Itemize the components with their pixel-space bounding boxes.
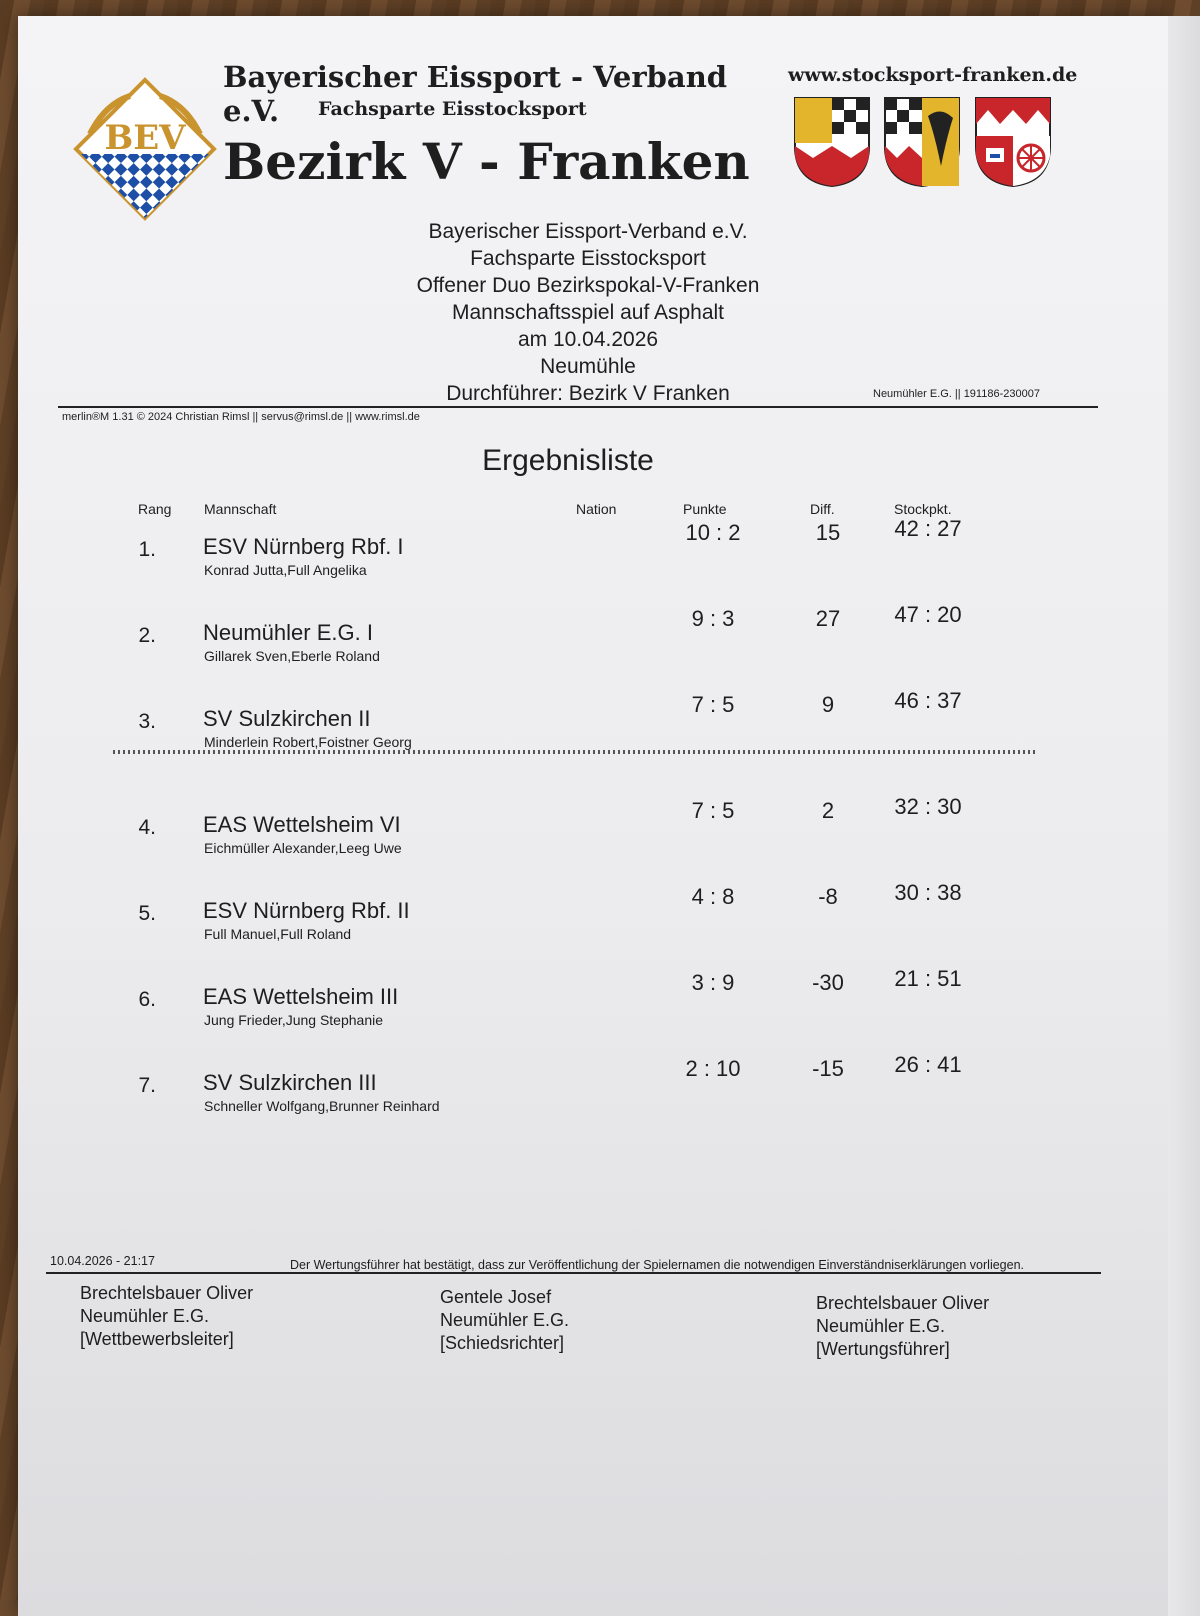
division-title: Fachsparte Eisstocksport bbox=[318, 98, 587, 120]
rank-cell: 4. bbox=[138, 816, 156, 839]
col-diff: Diff. bbox=[810, 501, 835, 517]
consent-note: Der Wertungsführer hat bestätigt, dass zur Veröffentlichung der Spielernamen die notwendigen Einverständniserklärungen vorliegen. bbox=[290, 1258, 1025, 1272]
points-cell: 4 : 8 bbox=[691, 884, 735, 909]
diff-cell: 9 bbox=[821, 692, 835, 717]
event-line-6: Neumühle bbox=[540, 355, 636, 378]
print-timestamp: 10.04.2026 - 21:17 bbox=[50, 1254, 155, 1268]
signature-name: Gentele Josef bbox=[440, 1287, 552, 1307]
team-players: Jung Frieder,Jung Stephanie bbox=[204, 1012, 384, 1028]
points-cell: 2 : 10 bbox=[685, 1056, 741, 1081]
team-name: SV Sulzkirchen III bbox=[203, 1070, 377, 1095]
team-name: EAS Wettelsheim III bbox=[203, 984, 399, 1009]
district-title: Bezirk V - Franken bbox=[223, 132, 750, 191]
team-name: Neumühler E.G. I bbox=[203, 620, 373, 645]
diff-cell: -8 bbox=[818, 884, 838, 909]
header-rule bbox=[58, 406, 1098, 408]
col-team: Mannschaft bbox=[204, 501, 277, 517]
team-players: Full Manuel,Full Roland bbox=[204, 926, 352, 942]
points-cell: 10 : 2 bbox=[685, 520, 741, 545]
org-title: Bayerischer Eissport - Verband e.V. bbox=[223, 60, 728, 128]
event-line-2: Fachsparte Eisstocksport bbox=[470, 247, 706, 270]
results-sheet bbox=[18, 16, 1168, 1616]
footer-rule bbox=[46, 1272, 1101, 1274]
team-players: Konrad Jutta,Full Angelika bbox=[204, 562, 367, 578]
signature-role: [Wettbewerbsleiter] bbox=[80, 1329, 234, 1349]
stock-cell: 47 : 20 bbox=[894, 602, 962, 627]
team-name: EAS Wettelsheim VI bbox=[203, 812, 401, 837]
signature-name: Brechtelsbauer Oliver bbox=[816, 1293, 990, 1313]
points-cell: 3 : 9 bbox=[691, 970, 735, 995]
stock-cell: 46 : 37 bbox=[894, 688, 962, 713]
rank-cell: 1. bbox=[138, 538, 156, 561]
signature-block-2 bbox=[440, 1286, 569, 1355]
team-players: Minderlein Robert,Foistner Georg bbox=[204, 734, 412, 750]
col-stock: Stockpkt. bbox=[894, 501, 952, 517]
signature-role: [Wertungsführer] bbox=[816, 1339, 950, 1359]
diff-cell: 15 bbox=[815, 520, 841, 545]
col-rank: Rang bbox=[138, 501, 172, 517]
results-title: Ergebnisliste bbox=[482, 444, 654, 477]
team-name: ESV Nürnberg Rbf. II bbox=[203, 898, 410, 923]
col-nation: Nation bbox=[576, 501, 617, 517]
rank-cell: 3. bbox=[138, 710, 156, 733]
signature-role: [Schiedsrichter] bbox=[440, 1333, 565, 1353]
signature-club: Neumühler E.G. bbox=[440, 1310, 570, 1330]
points-cell: 9 : 3 bbox=[691, 606, 735, 631]
stock-cell: 42 : 27 bbox=[894, 516, 962, 541]
signature-club: Neumühler E.G. bbox=[80, 1306, 210, 1326]
diff-cell: 27 bbox=[815, 606, 841, 631]
signature-block-1 bbox=[80, 1282, 253, 1351]
club-id: Neumühler E.G. || 191186-230007 bbox=[873, 388, 1040, 400]
stock-cell: 30 : 38 bbox=[894, 880, 962, 905]
signature-name: Brechtelsbauer Oliver bbox=[80, 1283, 254, 1303]
team-players: Schneller Wolfgang,Brunner Reinhard bbox=[204, 1098, 440, 1114]
event-line-3: Offener Duo Bezirkspokal-V-Franken bbox=[416, 274, 760, 297]
signature-club: Neumühler E.G. bbox=[816, 1316, 946, 1336]
points-cell: 7 : 5 bbox=[691, 692, 735, 717]
stock-cell: 32 : 30 bbox=[894, 794, 962, 819]
qualification-divider bbox=[113, 750, 1038, 754]
website-link[interactable]: www.stocksport-franken.de bbox=[788, 64, 1078, 86]
rank-cell: 5. bbox=[138, 902, 156, 925]
points-cell: 7 : 5 bbox=[691, 798, 735, 823]
event-line-1: Bayerischer Eissport-Verband e.V. bbox=[428, 220, 748, 243]
diff-cell: -30 bbox=[812, 970, 844, 995]
team-name: ESV Nürnberg Rbf. I bbox=[203, 534, 404, 559]
crest-unterfranken-icon bbox=[974, 96, 1052, 188]
stock-cell: 21 : 51 bbox=[894, 966, 962, 991]
team-name: SV Sulzkirchen II bbox=[203, 706, 371, 731]
crest-mittelfranken-icon bbox=[883, 96, 961, 188]
signature-block-3 bbox=[816, 1292, 989, 1361]
rank-cell: 2. bbox=[138, 624, 156, 647]
paper-edge bbox=[1168, 16, 1200, 1616]
event-line-7: Durchführer: Bezirk V Franken bbox=[446, 382, 730, 405]
event-line-5: am 10.04.2026 bbox=[517, 328, 659, 351]
event-line-4: Mannschaftsspiel auf Asphalt bbox=[452, 301, 724, 324]
logo-text: BEV bbox=[104, 118, 186, 158]
crest-oberfranken-icon bbox=[793, 96, 871, 188]
diff-cell: 2 bbox=[821, 798, 835, 823]
col-points: Punkte bbox=[683, 501, 727, 517]
team-players: Eichmüller Alexander,Leeg Uwe bbox=[204, 840, 402, 856]
diff-cell: -15 bbox=[812, 1056, 844, 1081]
bev-logo-icon bbox=[70, 74, 220, 224]
team-players: Gillarek Sven,Eberle Roland bbox=[204, 648, 380, 664]
rank-cell: 7. bbox=[138, 1074, 156, 1097]
rank-cell: 6. bbox=[138, 988, 156, 1011]
stock-cell: 26 : 41 bbox=[894, 1052, 962, 1077]
software-credit: merlin®M 1.31 © 2024 Christian Rimsl || servus@rimsl.de || www.rimsl.de bbox=[62, 411, 420, 423]
